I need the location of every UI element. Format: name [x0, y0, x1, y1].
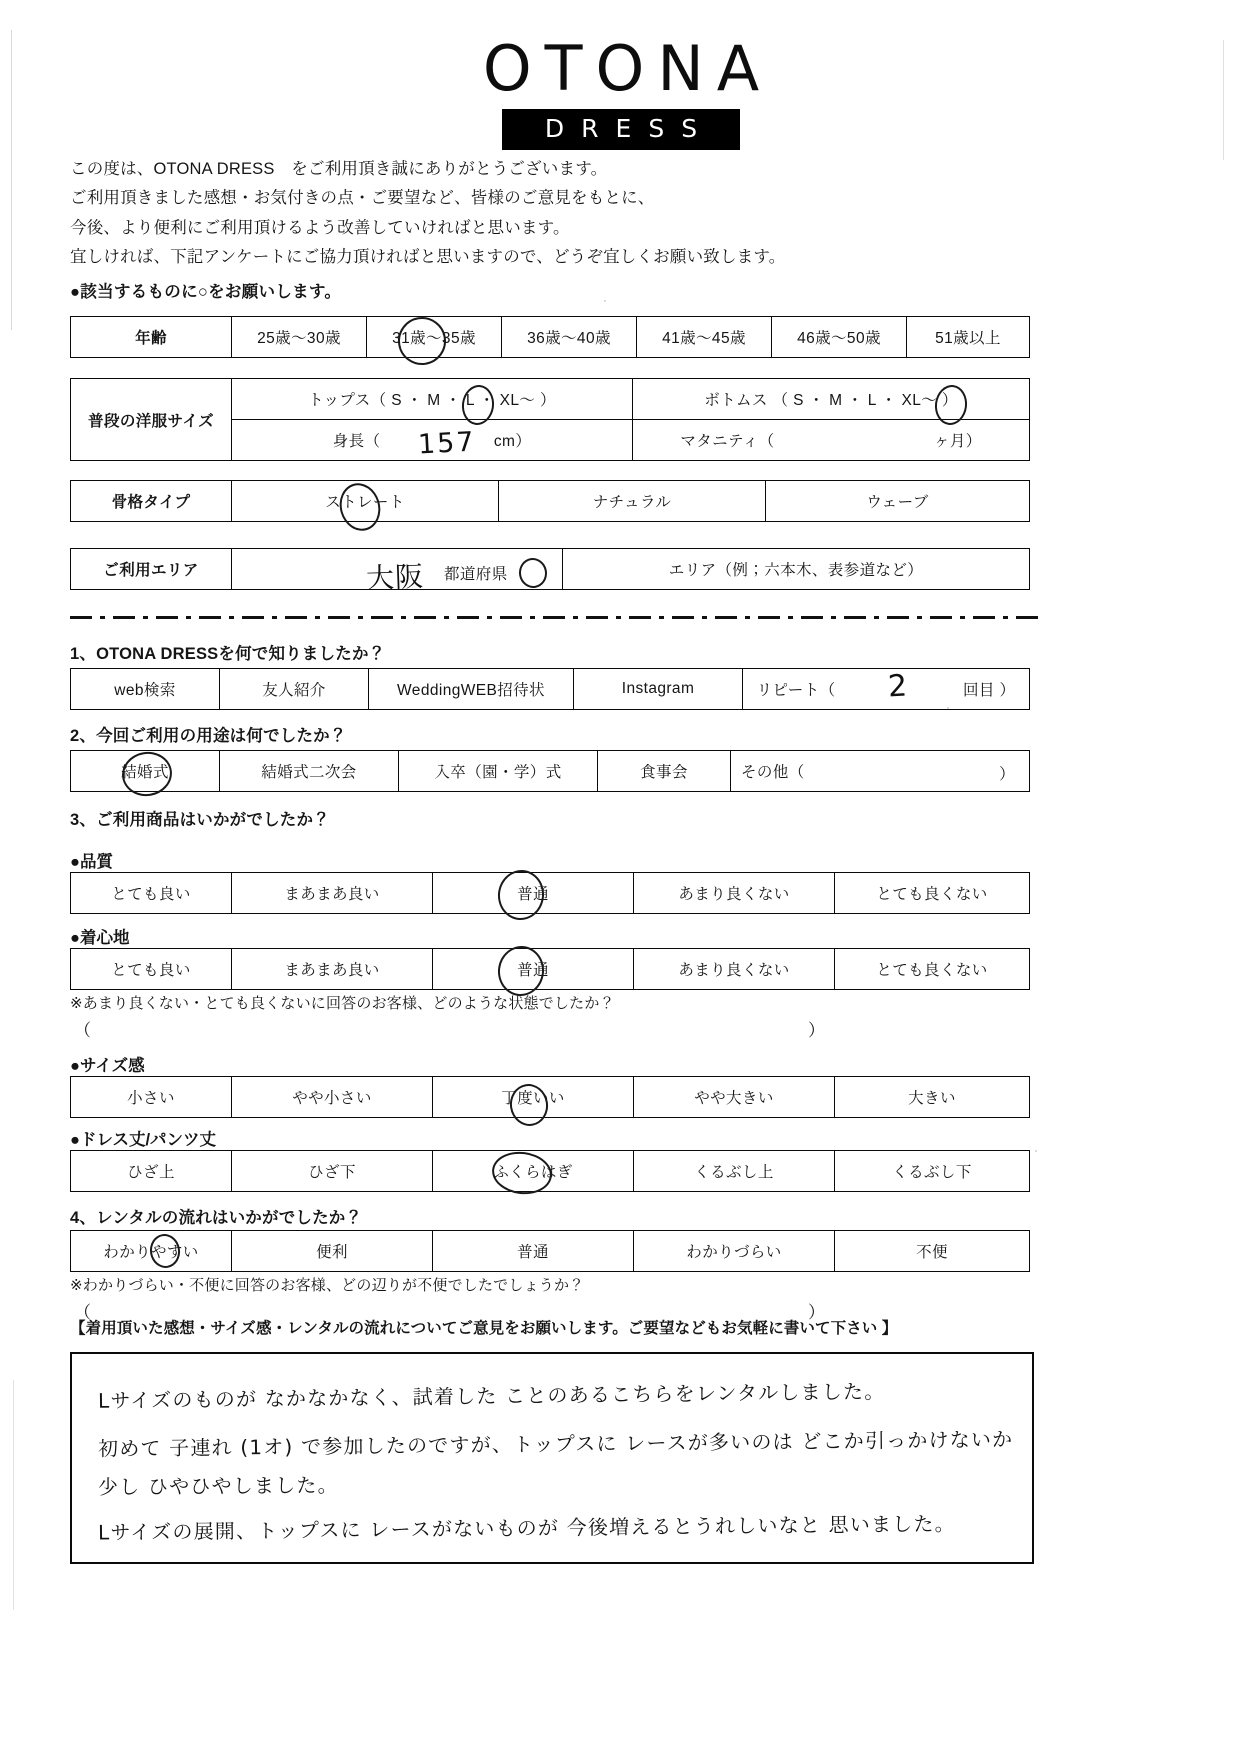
q3-comfort-note: ※あまり良くない・とても良くないに回答のお客様、どのような状態でしたか？	[70, 995, 615, 1012]
frame-option-2[interactable]: ウェーブ	[766, 481, 1030, 522]
length-option-4[interactable]: くるぶし下	[835, 1151, 1030, 1192]
fit-option-4[interactable]: 大きい	[835, 1077, 1030, 1118]
frame-type-table	[70, 480, 1030, 522]
q2-heading: 2、今回ご利用の用途は何でしたか？	[70, 727, 347, 745]
intro-line-3: 今後、より便利にご利用頂けるよう改善していければと思います。	[70, 218, 570, 237]
area-table	[70, 548, 1030, 590]
table-row	[71, 549, 1030, 590]
q1-option-repeat[interactable]	[743, 669, 1030, 710]
table-row	[71, 317, 1030, 358]
intro-text	[70, 158, 1070, 275]
q4-answer-open: （	[74, 1303, 91, 1322]
q4-option-4[interactable]: 不便	[835, 1231, 1030, 1272]
table-row	[71, 873, 1030, 914]
q3-quality-label: ●品質	[70, 853, 113, 871]
q3-fit-label: ●サイズ感	[70, 1057, 145, 1075]
fit-option-0[interactable]: 小さい	[71, 1077, 232, 1118]
q2-option-ceremony[interactable]: 入卒（園・学）式	[399, 751, 598, 792]
clothing-size-table	[70, 378, 1030, 461]
q1-option-web[interactable]: web検索	[71, 669, 220, 710]
age-table	[70, 316, 1030, 358]
comfort-option-4[interactable]: とても良くない	[835, 949, 1030, 990]
intro-line-4: 宜しければ、下記アンケートにご協力頂ければと思いますので、どうぞ宜しくお願い致します。	[70, 247, 786, 266]
q3-comfort-table	[70, 948, 1030, 990]
q2-option-wedding[interactable]: 結婚式	[71, 751, 220, 792]
table-row	[71, 1231, 1030, 1272]
length-option-2[interactable]: ふくらはぎ	[433, 1151, 634, 1192]
age-option-1[interactable]: 31歳～35歳	[367, 317, 502, 358]
q3-fit-table	[70, 1076, 1030, 1118]
q4-table	[70, 1230, 1030, 1272]
q3-length-table	[70, 1150, 1030, 1192]
quality-option-2[interactable]: 普通	[433, 873, 634, 914]
table-row	[71, 379, 1030, 420]
length-option-3[interactable]: くるぶし上	[634, 1151, 835, 1192]
quality-option-1[interactable]: まあまあ良い	[232, 873, 433, 914]
clothing-size-label: 普段の洋服サイズ	[71, 379, 232, 461]
comment-line-3: 少し ひやひやしました。	[97, 1472, 339, 1500]
q3-comfort-answer-close[interactable]: ）	[808, 1021, 825, 1040]
q1-repeat-suffix: 回目 ）	[962, 682, 1016, 699]
q1-table	[70, 668, 1030, 710]
comfort-option-3[interactable]: あまり良くない	[634, 949, 835, 990]
q3-heading: 3、ご利用商品はいかがでしたか？	[70, 811, 330, 829]
quality-option-4[interactable]: とても良くない	[835, 873, 1030, 914]
q3-quality-table	[70, 872, 1030, 914]
section-divider	[70, 616, 1042, 619]
q1-heading: 1、OTONA DRESSを何で知りましたか？	[70, 645, 386, 663]
comment-heading: 【着用頂いた感想・サイズ感・レンタルの流れについてご意見をお願いします。ご要望などもお気軽に書いて下さい 】	[70, 1320, 898, 1337]
q2-other-label: その他（	[741, 764, 805, 781]
q4-option-3[interactable]: わかりづらい	[634, 1231, 835, 1272]
q4-note: ※わかりづらい・不便に回答のお客様、どの辺りが不便でしたでしょうか？	[70, 1277, 585, 1294]
comfort-option-0[interactable]: とても良い	[71, 949, 232, 990]
length-option-0[interactable]: ひざ上	[71, 1151, 232, 1192]
q4-option-1[interactable]: 便利	[232, 1231, 433, 1272]
frame-option-1[interactable]: ナチュラル	[499, 481, 766, 522]
fit-option-3[interactable]: やや大きい	[634, 1077, 835, 1118]
instruction-text: ●該当するものに○をお願いします。	[70, 283, 342, 301]
scan-speck	[1035, 1150, 1037, 1152]
brand-sub-bar	[502, 109, 740, 150]
comfort-option-1[interactable]: まあまあ良い	[232, 949, 433, 990]
q4-option-0[interactable]: わかりやすい	[71, 1231, 232, 1272]
age-option-2[interactable]: 36歳～40歳	[502, 317, 637, 358]
intro-line-2: ご利用頂きました感想・お気付きの点・ご要望など、皆様のご意見をもとに、	[70, 189, 655, 208]
comment-line-4: Lサイズの展開、トップスに レースがないものが 今後増えるとうれしいなと 思いました。	[97, 1511, 956, 1545]
table-row	[71, 481, 1030, 522]
age-option-4[interactable]: 46歳～50歳	[772, 317, 907, 358]
q2-other-close: ）	[999, 766, 1015, 783]
q1-option-weddingweb[interactable]: WeddingWEB招待状	[369, 669, 574, 710]
scan-artifact-left-edge-lower	[13, 1380, 14, 1610]
table-row	[71, 1151, 1030, 1192]
handwritten-repeat-count: 2	[887, 668, 910, 705]
age-option-3[interactable]: 41歳～45歳	[637, 317, 772, 358]
q1-option-instagram[interactable]: Instagram	[574, 669, 743, 710]
age-label: 年齢	[71, 317, 232, 358]
q3-length-label: ●ドレス丈/パンツ丈	[70, 1131, 217, 1149]
frame-option-0[interactable]: ストレート	[232, 481, 499, 522]
brand-sub-name: DRESS	[544, 114, 715, 143]
table-row	[71, 949, 1030, 990]
age-option-0[interactable]: 25歳～30歳	[232, 317, 367, 358]
age-option-5[interactable]: 51歳以上	[907, 317, 1030, 358]
table-row	[71, 669, 1030, 710]
q4-option-2[interactable]: 普通	[433, 1231, 634, 1272]
intro-line-1: この度は、OTONA DRESS をご利用頂き誠にありがとうございます。	[70, 160, 608, 178]
table-row	[71, 1077, 1030, 1118]
height-unit: cm）	[493, 433, 532, 450]
maternity-prefix: マタニティ（	[680, 433, 775, 450]
maternity-unit: ヶ月）	[933, 433, 982, 450]
quality-option-3[interactable]: あまり良くない	[634, 873, 835, 914]
q3-comfort-label: ●着心地	[70, 929, 130, 947]
scan-speck	[604, 300, 606, 302]
quality-option-0[interactable]: とても良い	[71, 873, 232, 914]
fit-option-1[interactable]: やや小さい	[232, 1077, 433, 1118]
height-prefix: 身長（	[332, 433, 381, 450]
q2-option-other[interactable]	[731, 751, 1030, 792]
area-hint-cell[interactable]: エリア（例；六本木、表参道など）	[563, 549, 1030, 590]
table-row	[71, 751, 1030, 792]
comfort-option-2[interactable]: 普通	[433, 949, 634, 990]
frame-type-label: 骨格タイプ	[71, 481, 232, 522]
tops-size-cell[interactable]: トップス（ S ・ M ・ L ・ XL～ ）	[232, 379, 633, 420]
q4-answer-close[interactable]: ）	[808, 1303, 825, 1322]
prefecture-suffix: 都道府県	[444, 566, 508, 583]
comment-line-1: Lサイズのものが なかなかなく、試着した ことのあるこちらをレンタルしました。	[97, 1379, 886, 1413]
comment-box[interactable]	[70, 1352, 1034, 1564]
area-label: ご利用エリア	[71, 549, 232, 590]
q2-table	[70, 750, 1030, 792]
q4-heading: 4、レンタルの流れはいかがでしたか？	[70, 1209, 363, 1227]
handwritten-height-value: 157	[417, 426, 477, 461]
length-option-1[interactable]: ひざ下	[232, 1151, 433, 1192]
q1-option-referral[interactable]: 友人紹介	[220, 669, 369, 710]
brand-name: OTONA	[482, 32, 773, 105]
q2-option-afterparty[interactable]: 結婚式二次会	[220, 751, 399, 792]
brand-logo	[0, 32, 1242, 150]
maternity-cell[interactable]	[633, 420, 1030, 461]
handwritten-prefecture-value: 大阪	[365, 559, 425, 596]
fit-option-2[interactable]: 丁度いい	[433, 1077, 634, 1118]
q3-comfort-answer-open: （	[74, 1021, 91, 1040]
q1-repeat-label: リピート（	[756, 682, 836, 699]
bottoms-size-cell[interactable]: ボトムス （ S ・ M ・ L ・ XL～ ）	[633, 379, 1030, 420]
comment-line-2: 初めて 子連れ (1オ) で参加したのですが、トップスに レースが多いのは どこか引っかけないか	[97, 1427, 1014, 1461]
q2-option-dining[interactable]: 食事会	[598, 751, 731, 792]
